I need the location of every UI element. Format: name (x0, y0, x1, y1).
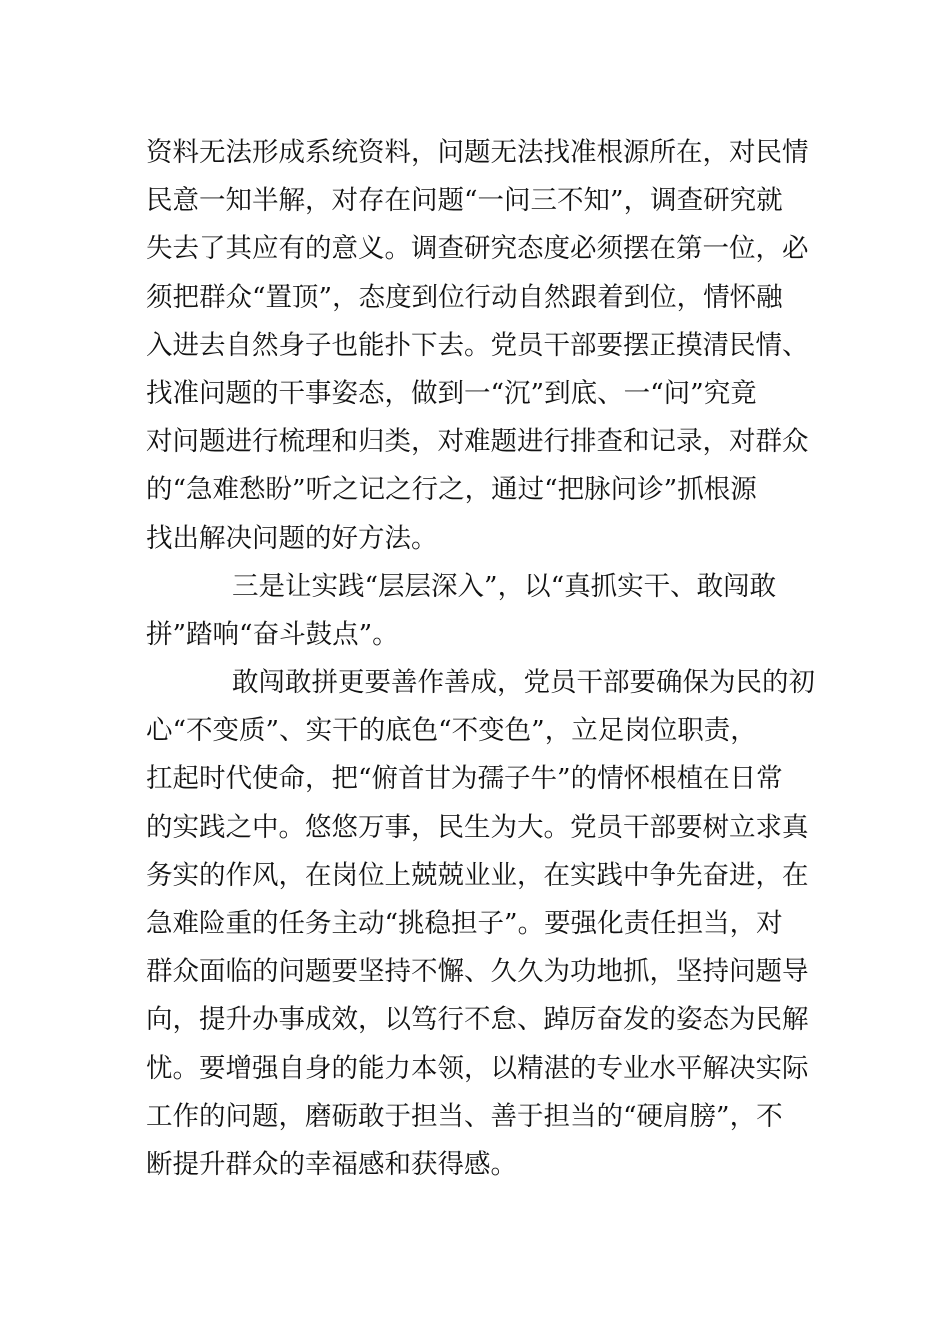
text-line: 须把群众“置顶”，态度到位行动自然跟着到位，情怀融 (146, 281, 783, 313)
text-line: 失去了其应有的意义。调查研究态度必须摆在第一位，必 (146, 233, 809, 265)
text-line: 入进去自然身子也能扑下去。党员干部要摆正摸清民情、 (146, 329, 809, 361)
document-body (146, 129, 826, 1189)
text-line: 扛起时代使命，把“俯首甘为孺子牛”的情怀根植在日常 (146, 763, 783, 795)
text-line: 民意一知半解，对存在问题“一问三不知”，调查研究就 (146, 185, 783, 217)
text-line: 务实的作风，在岗位上兢兢业业，在实践中争先奋进，在 (146, 859, 809, 891)
text-line: 工作的问题，磨砺敢于担当、善于担当的“硬肩膀”，不 (146, 1100, 783, 1132)
text-line: 对问题进行梳理和归类，对难题进行排查和记录，对群众 (146, 426, 809, 458)
text-line: 敢闯敢拼更要善作善成，党员干部要确保为民的初 (232, 667, 815, 699)
text-line: 群众面临的问题要坚持不懈、久久为功地抓，坚持问题导 (146, 956, 809, 988)
paragraph-heading-line: 拼”踏响“奋斗鼓点”。 (146, 618, 399, 650)
text-line: 的实践之中。悠悠万事，民生为大。党员干部要树立求真 (146, 811, 809, 843)
text-line: 心“不变质”、实干的底色“不变色”，立足岗位职责， (146, 715, 757, 747)
paragraph-heading-line: 三是让实践“层层深入”，以“真抓实干、敢闯敢 (232, 570, 777, 602)
text-line: 找准问题的干事姿态，做到一“沉”到底、一“问”究竟 (146, 377, 757, 409)
text-line: 找出解决问题的好方法。 (146, 522, 438, 554)
text-line: 资料无法形成系统资料，问题无法找准根源所在，对民情 (146, 137, 809, 168)
text-line: 急难险重的任务主动“挑稳担子”。要强化责任担当，对 (146, 908, 783, 939)
text-line: 向，提升办事成效，以笃行不怠、踔厉奋发的姿态为民解 (146, 1004, 809, 1036)
text-line: 的“急难愁盼”听之记之行之，通过“把脉问诊”抓根源 (146, 474, 757, 506)
text-line: 忧。要增强自身的能力本领，以精湛的专业水平解决实际 (146, 1052, 809, 1084)
text-line: 断提升群众的幸福感和获得感。 (146, 1148, 517, 1180)
